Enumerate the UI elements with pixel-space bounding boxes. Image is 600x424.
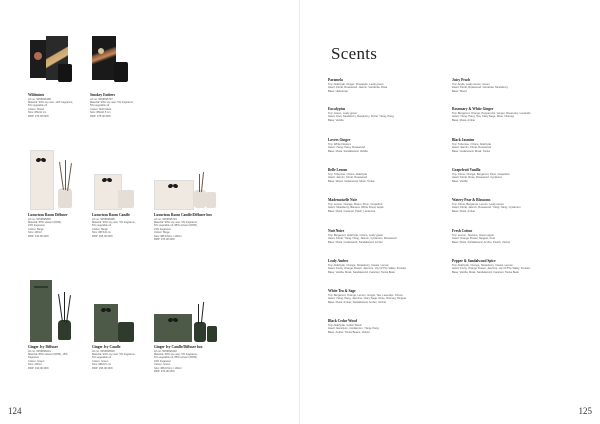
product-card	[92, 148, 162, 238]
page-number: 124	[8, 406, 22, 416]
product-detail: Size: 200ml	[28, 231, 42, 235]
scent-entry	[452, 107, 567, 123]
scent-name: Juicy Peach	[452, 78, 471, 82]
scent-base-notes: Base: Musk, Sandalwood, Vanilla	[328, 150, 368, 153]
scent-name: Belle Lemon	[328, 168, 348, 172]
scent-top-notes: Top: Green, Leafy green	[328, 111, 357, 115]
scent-entry	[452, 198, 567, 214]
product-detail: RRP: 310,00 DKK	[28, 234, 49, 238]
scent-base-notes: Base: Musk, Sandalwood, Amber, Peach, Vetiver	[452, 241, 511, 244]
product-detail: Colour: Beige	[154, 231, 170, 235]
scent-base-notes: Base: Vanilla, Musk, Sandalwood, Caramel, Tonka Bean	[452, 271, 519, 274]
product-detail: Size: Ø8x9,5 cm	[92, 363, 112, 367]
scent-top-notes: Top: Bergamot, Orange, Lemon, Ginger, Tea, Lavender, Ozone	[328, 293, 403, 297]
scent-name: Fresh Cotton	[452, 229, 473, 233]
scent-name: Grapefruit Vanilla	[452, 168, 481, 172]
product-image	[28, 148, 98, 210]
product-detail: RRP: 310,00 DKK	[28, 366, 49, 370]
scent-heart-notes: Heart: Floral, Rose, Rosewood, Cyclamen	[452, 176, 503, 180]
product-detail: Colour: Beige	[92, 227, 108, 231]
scent-heart-notes: Heart: Floral, Rosewood, Gardenia, Strawberry	[452, 86, 509, 90]
product-card	[154, 148, 234, 241]
scent-base-notes: Base: Musk, Cedarwood, Sandalwood, Amber	[328, 241, 383, 244]
product-detail: Colour: Beige	[28, 227, 44, 231]
product-detail: Size: Ø9x10,5 cm	[90, 111, 111, 115]
product-detail: Art.no. 5056695502	[92, 349, 115, 353]
scent-top-notes: Top: Tuberose, Ozone, Aldehyde	[452, 142, 491, 146]
product-name: Ginger Ivy Candle/Diffuser box	[154, 345, 203, 349]
scent-heart-notes: Heart: Fruit, Strawberry, Raspberry, Floral, Ylang-Ylang	[328, 115, 394, 119]
product-detail: 15% fragrance	[154, 227, 171, 231]
scent-base-notes: Base: Musk, Amber	[452, 210, 476, 213]
product-card	[154, 280, 234, 373]
product-detail: Art.no. 5056695905	[92, 217, 115, 221]
scent-name: Pepper & Sandalwood Spice	[452, 259, 496, 263]
product-detail: Art.no. 5056695601	[28, 349, 51, 353]
product-detail: Material: 90% soy wax, 5% fragrance,	[92, 221, 136, 224]
scent-entry	[328, 198, 443, 214]
product-detail: Art.no. 5056696707	[90, 97, 113, 101]
product-detail: Material: 90% soy wax, 5% fragrance,	[92, 353, 136, 356]
product-card	[90, 28, 160, 118]
product-card	[92, 280, 162, 370]
product-detail: Size: Ø9x10 cm	[28, 111, 47, 115]
scent-heart-notes: Heart: Ylang-Ylang, Rosewood	[328, 146, 365, 150]
scent-name: Leafy Amber	[328, 259, 349, 263]
product-detail: RRP: 370,00 DKK	[154, 238, 175, 242]
scent-base-notes: Base: Cedarwood, Musk, Tonka	[452, 150, 490, 153]
scent-entry	[328, 319, 443, 335]
scent-heart-notes: Heart: Floral, Ylang-Ylang, Jasmin, Cyclamen, Rosewood	[328, 237, 397, 241]
scent-entry	[452, 138, 567, 154]
scent-top-notes: Top: Bergamot, Aldehyde, Ozone, Leafy green	[328, 233, 384, 237]
product-detail: 5% vegetable oil, 85% solvent (DPM),	[154, 356, 198, 360]
scent-name: Eucalyptus	[328, 107, 346, 111]
scent-base-notes: Base: Wood	[452, 90, 467, 93]
scent-heart-notes: Heart: Fruity, Orange Flower, Jasmine, Lily Of The Valley, Freesia	[328, 267, 406, 271]
scent-top-notes: Top: White Flowers	[328, 142, 351, 146]
product-card	[28, 280, 98, 370]
product-detail: Colour: Green	[92, 359, 109, 363]
product-detail: Art.no. 5056695703	[154, 217, 177, 221]
product-image	[92, 280, 162, 342]
scent-base-notes: Base: Vanilla	[452, 180, 468, 183]
scent-top-notes: Top: Bergamot, Orange, Peppermint, Ginger, Rosemary, Lavandin	[452, 111, 531, 115]
product-name: Luxurious Room Candle	[92, 213, 130, 217]
product-image	[28, 28, 98, 90]
product-detail: 5% vegetable oil	[92, 224, 112, 228]
scent-entry	[452, 168, 567, 184]
product-detail: 5% vegetable oil	[92, 356, 112, 360]
scent-heart-notes: Heart: Fruity, Orange Flower, Jasmine, Lily Of The Valley, Freesia	[452, 267, 530, 271]
right-page	[300, 0, 600, 424]
product-detail: 15% fragrance	[154, 359, 171, 363]
product-detail: fragrance	[28, 356, 39, 360]
scent-top-notes: Top: Aldehyde, Ginger, Pineapple, Leafy green	[328, 82, 384, 86]
product-detail: RRP: 295,00 DKK	[92, 234, 113, 238]
scent-top-notes: Top: Lemon, Orange, Melon, Plum, Grapefruit	[328, 202, 383, 206]
product-detail: RRP: 275,00 DKK	[90, 114, 111, 118]
scent-heart-notes: Heart: Strawberry, Banana, White Floral, Apple	[328, 206, 384, 210]
product-image	[28, 280, 98, 342]
scent-heart-notes: Heart: Ylang-Ylang, Jasmine, Clary Sage, Rose, Nutmeg, Muguet	[328, 297, 407, 301]
scent-name: Lovers Ginger	[328, 138, 351, 142]
product-detail: Colour: Multi black	[90, 107, 112, 111]
product-name: Ginger Ivy Diffuser	[28, 345, 59, 349]
product-name: Ginger Ivy Candle	[92, 345, 121, 349]
scent-entry	[328, 138, 443, 154]
product-image	[154, 280, 234, 342]
product-detail: Material: 90% soy wax, 5% fragrance,	[154, 353, 198, 356]
scent-entry	[452, 78, 567, 94]
scent-base-notes: Base: Amber, Tonka Beans, Vetiver	[328, 331, 370, 334]
product-detail: Material: 85% solvent (DPM), 15%	[28, 353, 68, 356]
scent-name: Nuit Noire	[328, 229, 345, 233]
product-image	[90, 28, 160, 90]
page-number: 125	[578, 406, 592, 416]
product-detail: Size: 200ml	[28, 363, 42, 367]
scent-base-notes: Base: Musk, Amber, Sandalwood, Amber, Vetiver	[328, 301, 387, 304]
product-detail: Material: 90% soy wax, 5% fragrance,	[154, 221, 198, 224]
scent-top-notes: Top: Aldehyde, Orange, Strawberry, Cassis, Lemon	[452, 263, 513, 267]
scent-name: Black Cedar Wood	[328, 319, 358, 323]
product-detail: RRP: 275,00 DKK	[28, 114, 49, 118]
product-detail: Size: Ø8,5x9 cm	[92, 231, 112, 235]
product-card	[28, 28, 98, 118]
scent-name: Watery Pear & Blossoms	[452, 198, 491, 202]
scent-base-notes: Base: Vanilla	[328, 119, 344, 122]
scent-top-notes: Top: Lemon, Jasmine, Green apple	[452, 233, 494, 237]
scent-top-notes: Top: Apple, Leafy Green, Green	[452, 82, 490, 86]
product-name: Wildmints	[28, 93, 45, 97]
scent-heart-notes: Heart: Geranium, Cardamom, Ylang-Ylang	[328, 327, 379, 331]
product-detail: 5% vegetable oil, 85% solvent (DPM),	[154, 224, 198, 228]
scent-entry	[328, 259, 443, 275]
product-detail: Material: 90% soy wax, 5% fragrance,	[90, 101, 134, 104]
product-name: Luxurious Room Candle/Diffuser box	[154, 213, 212, 217]
product-image	[92, 148, 162, 210]
product-name: Smokey Embers	[90, 93, 116, 97]
scent-base-notes: Base: Musk, Caramel, Patch, Lactonnie	[328, 210, 376, 213]
product-detail: 15% fragrance	[28, 224, 45, 228]
product-detail: Colour: Mixed	[28, 107, 45, 111]
product-detail: Colour: Green	[28, 359, 45, 363]
scent-entry	[328, 289, 443, 305]
product-detail: Art.no. 5056696408	[28, 97, 51, 101]
product-detail: 5% vegetable oil	[90, 104, 110, 108]
product-detail: Size: Ø8x9,5cm / 100ml	[154, 366, 182, 370]
product-detail: Size: Ø8,5x9cm / 100ml	[154, 234, 182, 238]
scent-heart-notes: Heart: Jasmin, Floral, Rosewood	[452, 146, 491, 150]
scent-entry	[328, 107, 443, 123]
scent-top-notes: Top: Citrus, Orange, Bergamot, Plum, Grapefruit	[452, 172, 510, 176]
scent-name: Black Jasmine	[452, 138, 475, 142]
scent-heart-notes: Heart: Jasmin, Floral, Rosewood	[328, 176, 367, 180]
scent-entry	[452, 229, 567, 245]
scent-top-notes: Top: Citrus, Bergamot, Lemon, Leafy Green	[452, 202, 504, 206]
product-detail: Art.no. 5056695805	[28, 217, 51, 221]
scent-top-notes: Top: Tuberose, Ozone, Aldehyde	[328, 172, 367, 176]
product-detail: RRP: 295,00 DKK	[92, 366, 113, 370]
scent-entry	[452, 259, 567, 275]
product-detail: Colour: Green	[154, 363, 171, 367]
scent-heart-notes: Heart: Orange Flower, Muguet, Fruit	[452, 237, 496, 241]
scent-base-notes: Base: Wood, Cedarwood, Musk, Tonka	[328, 180, 375, 183]
scent-base-notes: Base: Heliotrope	[328, 90, 348, 93]
scent-top-notes: Top: Aldehyde, Cedar Wood	[328, 323, 362, 327]
product-image	[154, 148, 234, 210]
scent-base-notes: Base: Musk, Amber	[452, 119, 476, 122]
scent-top-notes: Top: Aldehyde, Orange, Strawberry, Cassis, Lemon	[328, 263, 389, 267]
scent-base-notes: Base: Vanilla, Musk, Sandalwood, Caramel, Tonka Bean	[328, 271, 395, 274]
product-detail: RRP: 370,00 DKK	[154, 370, 175, 374]
scent-heart-notes: Heart: Floral, Rosewood, Jasmin, Gardenia, Rose	[328, 86, 388, 90]
scent-entry	[328, 168, 443, 184]
product-detail: Material: 85% solvent (DPM),	[28, 221, 62, 224]
scent-heart-notes: Heart: Floral, Jasmin, Rosewood, Ylang-Ylang, Cyclamen	[452, 206, 521, 210]
product-detail: Art.no. 5056695402	[154, 349, 177, 353]
page-title: Scents	[331, 44, 378, 63]
product-detail: 5% vegetable oil	[28, 104, 48, 108]
scent-heart-notes: Heart: Ylang-Ylang, Tea, Clary Sage, Rose, Nutmeg	[452, 115, 514, 119]
product-name: Luxurious Room Diffuser	[28, 213, 68, 217]
scent-entry	[328, 78, 443, 94]
scent-name: Mademoiselle Noir	[328, 198, 358, 202]
scent-entry	[328, 229, 443, 245]
product-card	[28, 148, 98, 238]
product-detail: Material: 90% soy wax, 10% fragrance,	[28, 101, 73, 104]
scent-name: Paramela	[328, 78, 343, 82]
scent-name: White Tea & Sage	[328, 289, 356, 293]
scent-name: Rosemary & White Ginger	[452, 107, 494, 111]
